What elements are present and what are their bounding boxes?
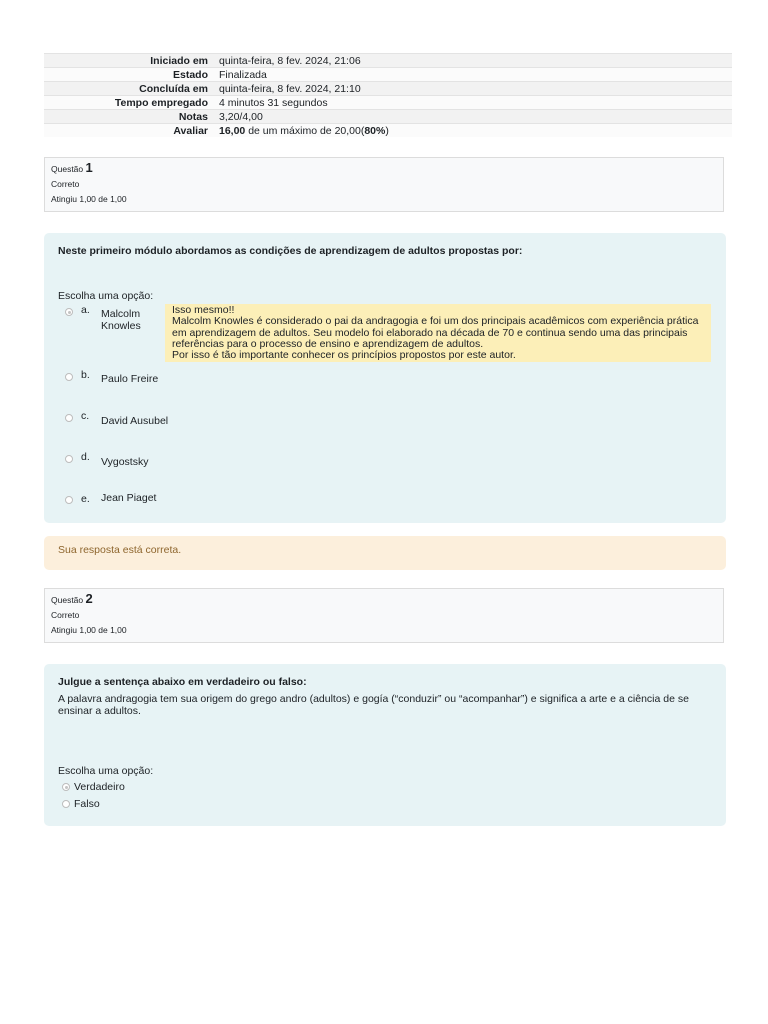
summary-row-marks — [44, 110, 732, 124]
grade-max: de um máximo de 20,00( — [245, 125, 365, 137]
summary-value — [215, 124, 732, 138]
option-label: Malcolm Knowles — [101, 308, 141, 332]
summary-row-grade — [44, 124, 732, 138]
attempt-summary-table — [44, 53, 732, 137]
grade-percent: 80% — [364, 125, 386, 137]
summary-label: Avaliar — [44, 124, 215, 138]
summary-label: Notas — [44, 110, 215, 124]
summary-value: 3,20/4,00 — [215, 110, 732, 124]
question-2-content — [44, 664, 726, 826]
question-statement: A palavra andragogia tem sua origem do grego andro (adultos) e gogía (“conduzir” ou “acompanhar”) e significa a arte e a ciência de se ensinar a adultos. — [58, 693, 689, 717]
option-label: Paulo Freire — [101, 373, 159, 385]
question-number — [51, 593, 717, 606]
option-label: David Ausubel — [101, 415, 169, 427]
grade-close: ) — [385, 125, 389, 137]
summary-row-time — [44, 96, 732, 110]
summary-value: quinta-feira, 8 fev. 2024, 21:06 — [215, 54, 732, 68]
summary-row-state — [44, 68, 732, 82]
option-feedback — [165, 304, 711, 362]
summary-label: Concluída em — [44, 82, 215, 96]
option-letter: a. — [81, 304, 90, 316]
radio-button[interactable] — [65, 414, 73, 422]
option-letter: e. — [81, 493, 90, 505]
radio-button[interactable] — [65, 308, 73, 316]
summary-value: quinta-feira, 8 fev. 2024, 21:10 — [215, 82, 732, 96]
grade-value: 16,00 — [219, 125, 246, 137]
question-prefix: Questão — [51, 164, 84, 174]
summary-label: Tempo empregado — [44, 96, 215, 110]
option-label: Vygostsky — [101, 456, 149, 468]
option-letter: d. — [81, 451, 90, 463]
radio-button[interactable] — [65, 496, 73, 504]
question-text: Neste primeiro módulo abordamos as condições de aprendizagem de adultos propostas por: — [58, 245, 523, 257]
summary-value: 4 minutos 31 segundos — [215, 96, 732, 110]
question-number-value: 1 — [85, 160, 93, 175]
feedback-heading: Isso mesmo!! — [172, 304, 235, 316]
question-grade: Atingiu 1,00 de 1,00 — [51, 194, 127, 204]
summary-label: Iniciado em — [44, 54, 215, 68]
question-1-info — [44, 157, 724, 212]
option-letter: b. — [81, 369, 90, 381]
option-label: Falso — [74, 798, 100, 810]
option-label: Jean Piaget — [101, 492, 157, 504]
radio-button[interactable] — [65, 455, 73, 463]
question-1-content — [44, 233, 726, 523]
question-text: Julgue a sentença abaixo em verdadeiro ou falso: — [58, 676, 307, 688]
question-state: Correto — [51, 179, 80, 189]
summary-value: Finalizada — [215, 68, 732, 82]
question-grade: Atingiu 1,00 de 1,00 — [51, 625, 127, 635]
question-2-info — [44, 588, 724, 643]
summary-row-started — [44, 54, 732, 68]
radio-button[interactable] — [62, 800, 70, 808]
answer-prompt: Escolha uma opção: — [58, 290, 154, 302]
summary-row-completed — [44, 82, 732, 96]
radio-button[interactable] — [65, 373, 73, 381]
option-label: Verdadeiro — [74, 781, 125, 793]
question-state: Correto — [51, 610, 80, 620]
radio-button[interactable] — [62, 783, 70, 791]
question-number-value: 2 — [85, 591, 93, 606]
option-letter: c. — [81, 410, 90, 422]
feedback-conclusion: Por isso é tão importante conhecer os princípios propostos por este autor. — [172, 349, 516, 362]
answer-outcome: Sua resposta está correta. — [44, 536, 726, 570]
summary-label: Estado — [44, 68, 215, 82]
feedback-body: Malcolm Knowles é considerado o pai da andragogia e foi um dos principais acadêmicos com experiência prática em aprendizagem de adultos. Seu modelo foi elaborado na década de 70 e continua sendo uma das principais referências para o processo de ensino e aprendizagem de adultos. — [172, 315, 699, 350]
question-prefix: Questão — [51, 595, 84, 605]
answer-prompt: Escolha uma opção: — [58, 765, 154, 777]
question-number — [51, 162, 717, 175]
